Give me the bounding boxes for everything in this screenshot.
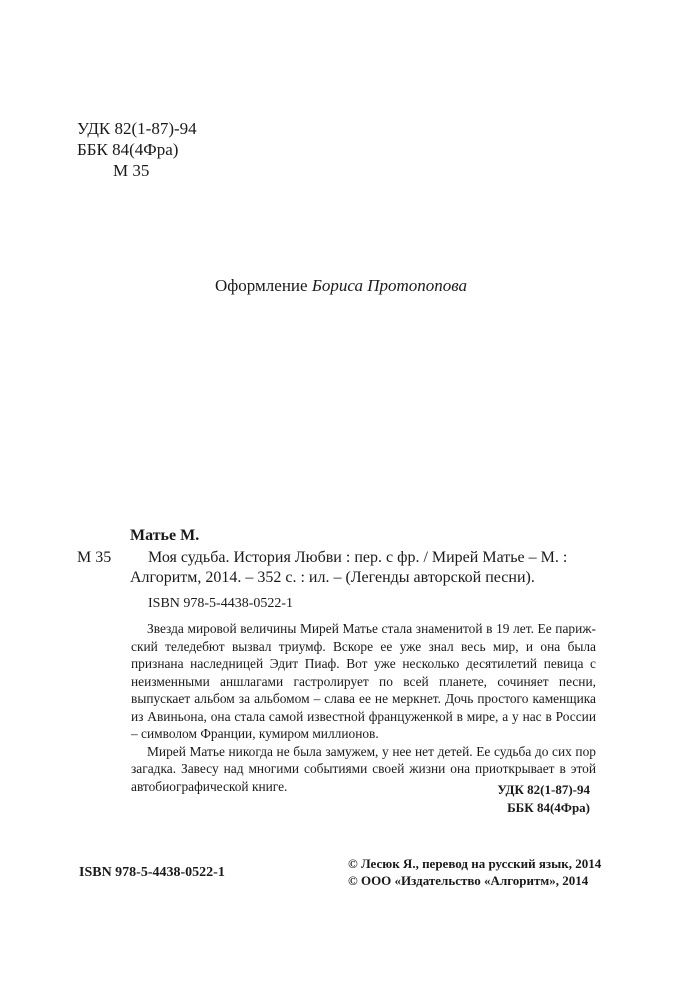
bibliography-author: Матье М. (130, 527, 200, 544)
designer-name: Бориса Протопопова (311, 276, 468, 295)
copyright-publisher: © ООО «Издательство «Алгоритм», 2014 (348, 873, 589, 888)
bibliography-isbn: ISBN 978-5-4438-0522-1 (148, 596, 294, 611)
bibliography-description-line1: Моя судьба. История Любви : пер. с фр. / Мирей Матье – М. : (148, 549, 568, 566)
footer-isbn: ISBN 978-5-4438-0522-1 (79, 865, 225, 880)
bbk-code-bottom: ББК 84(4Фра) (507, 800, 590, 815)
design-credit-prefix: Оформление (215, 276, 308, 295)
udk-code-bottom: УДК 82(1-87)-94 (497, 782, 590, 797)
annotation (131, 620, 596, 795)
bibliography-description-line2: Алгоритм, 2014. – 352 с. : ил. – (Легенды авторской песни). (130, 569, 535, 586)
bbk-code-top: ББК 84(4Фра) (77, 140, 179, 159)
annotation-paragraph-2: Мирей Матье никогда не была замужем, у нее нет детей. Ее судьба до сих пор загадка. Завесу над многими событиями своей жизни она приоткрывает в этой автобиографической книге. (131, 743, 596, 794)
udk-code-top: УДК 82(1-87)-94 (77, 119, 197, 138)
annotation-paragraph-1: Звезда мировой величины Мирей Матье стала знаменитой в 19 лет. Ее парижский теледебют вызвал триумф. Вскоре ее уже знал весь мир, и она была признана наследницей Эдит Пиаф. Вот уже несколько десятилетий певица с неизменными аншлагами гастролирует по всей планете, сочиняет песни, выпускает альбом за альбомом – слава ее не меркнет. Дочь простого каменщика из Авиньона, она стала самой известной француженкой в мире, а у нас в России – символом Франции, кумиром миллионов. (131, 621, 596, 741)
copyright-translation: © Лесюк Я., перевод на русский язык, 2014 (348, 856, 602, 871)
author-mark-top: М 35 (113, 161, 150, 180)
design-credit (215, 276, 467, 296)
bibliography-mark: М 35 (77, 549, 112, 566)
